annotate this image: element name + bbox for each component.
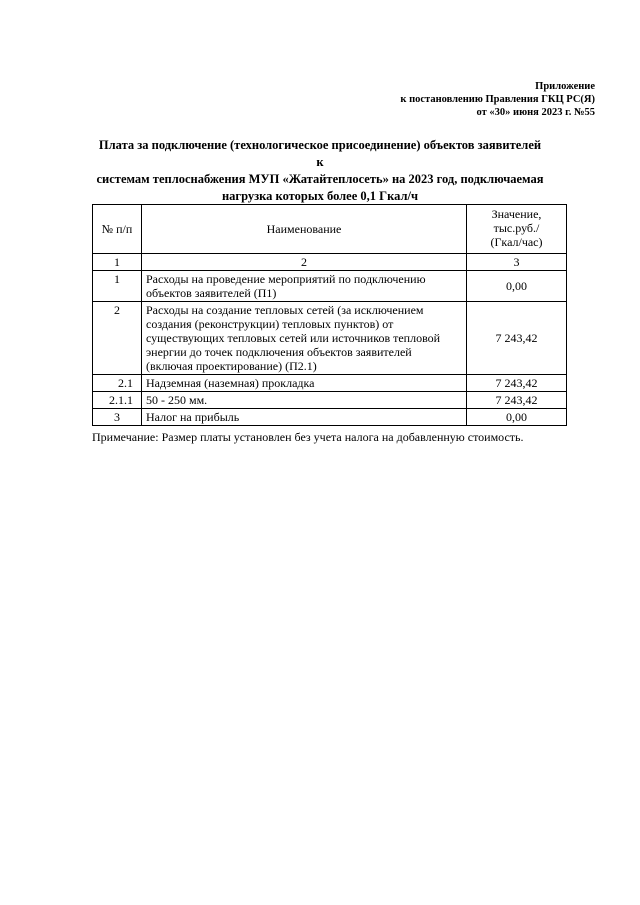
row-name-line: Расходы на создание тепловых сетей (за исключением bbox=[146, 303, 424, 317]
table-row bbox=[93, 392, 567, 409]
appendix-label: Приложение bbox=[535, 81, 595, 92]
row-name bbox=[142, 375, 467, 392]
row-num: 2.1 bbox=[93, 375, 142, 392]
title-line-3: нагрузка которых более 0,1 Гкал/ч bbox=[221, 189, 419, 203]
header-value bbox=[467, 205, 567, 254]
table-row bbox=[93, 271, 567, 302]
row-name-line: энергии до точек подключения объектов заявителей bbox=[146, 345, 412, 359]
row-name bbox=[142, 409, 467, 426]
row-value: 7 243,42 bbox=[467, 302, 567, 375]
row-name-line: Налог на прибыль bbox=[146, 410, 240, 424]
appendix-date-number: от «30» июня 2023 г. №55 bbox=[476, 107, 595, 118]
document-title bbox=[95, 137, 545, 205]
header-value-line-3: (Гкал/час) bbox=[490, 235, 543, 249]
index-cell-1: 1 bbox=[93, 254, 142, 271]
header-num: № п/п bbox=[93, 205, 142, 254]
header-value-line-1: Значение, bbox=[491, 207, 542, 221]
row-name-line: (включая проектирование) (П2.1) bbox=[146, 359, 317, 373]
row-name bbox=[142, 271, 467, 302]
tariff-table bbox=[92, 204, 567, 426]
table-row bbox=[93, 409, 567, 426]
index-cell-2: 2 bbox=[142, 254, 467, 271]
row-name-line: Расходы на проведение мероприятий по подключению bbox=[146, 272, 426, 286]
table-index-row bbox=[93, 254, 567, 271]
row-num: 1 bbox=[93, 271, 142, 302]
row-num: 2.1.1 bbox=[93, 392, 142, 409]
title-line-1: Плата за подключение (технологическое присоединение) объектов заявителей к bbox=[98, 138, 542, 169]
row-name-line: Надземная (наземная) прокладка bbox=[146, 376, 315, 390]
row-value: 0,00 bbox=[467, 271, 567, 302]
row-num: 2 bbox=[93, 302, 142, 375]
header-name: Наименование bbox=[142, 205, 467, 254]
table-row bbox=[93, 375, 567, 392]
row-name-line: объектов заявителей (П1) bbox=[146, 286, 277, 300]
header-value-line-2: тыс.руб./ bbox=[493, 221, 540, 235]
row-name-line: 50 - 250 мм. bbox=[146, 393, 208, 407]
row-name-line: создания (реконструкции) тепловых пунктов) от bbox=[146, 317, 394, 331]
row-value: 7 243,42 bbox=[467, 392, 567, 409]
table-row bbox=[93, 302, 567, 375]
row-name bbox=[142, 392, 467, 409]
footnote: Примечание: Размер платы установлен без учета налога на добавленную стоимость. bbox=[92, 430, 524, 444]
title-line-2: системам теплоснабжения МУП «Жатайтеплосеть» на 2023 год, подключаемая bbox=[96, 172, 544, 186]
appendix-resolution: к постановлению Правления ГКЦ РС(Я) bbox=[400, 94, 595, 105]
row-value: 0,00 bbox=[467, 409, 567, 426]
index-cell-3: 3 bbox=[467, 254, 567, 271]
row-num: 3 bbox=[93, 409, 142, 426]
row-name bbox=[142, 302, 467, 375]
row-name-line: существующих тепловых сетей или источников тепловой bbox=[146, 331, 441, 345]
row-value: 7 243,42 bbox=[467, 375, 567, 392]
appendix-block bbox=[400, 80, 595, 119]
table-header-row bbox=[93, 205, 567, 254]
